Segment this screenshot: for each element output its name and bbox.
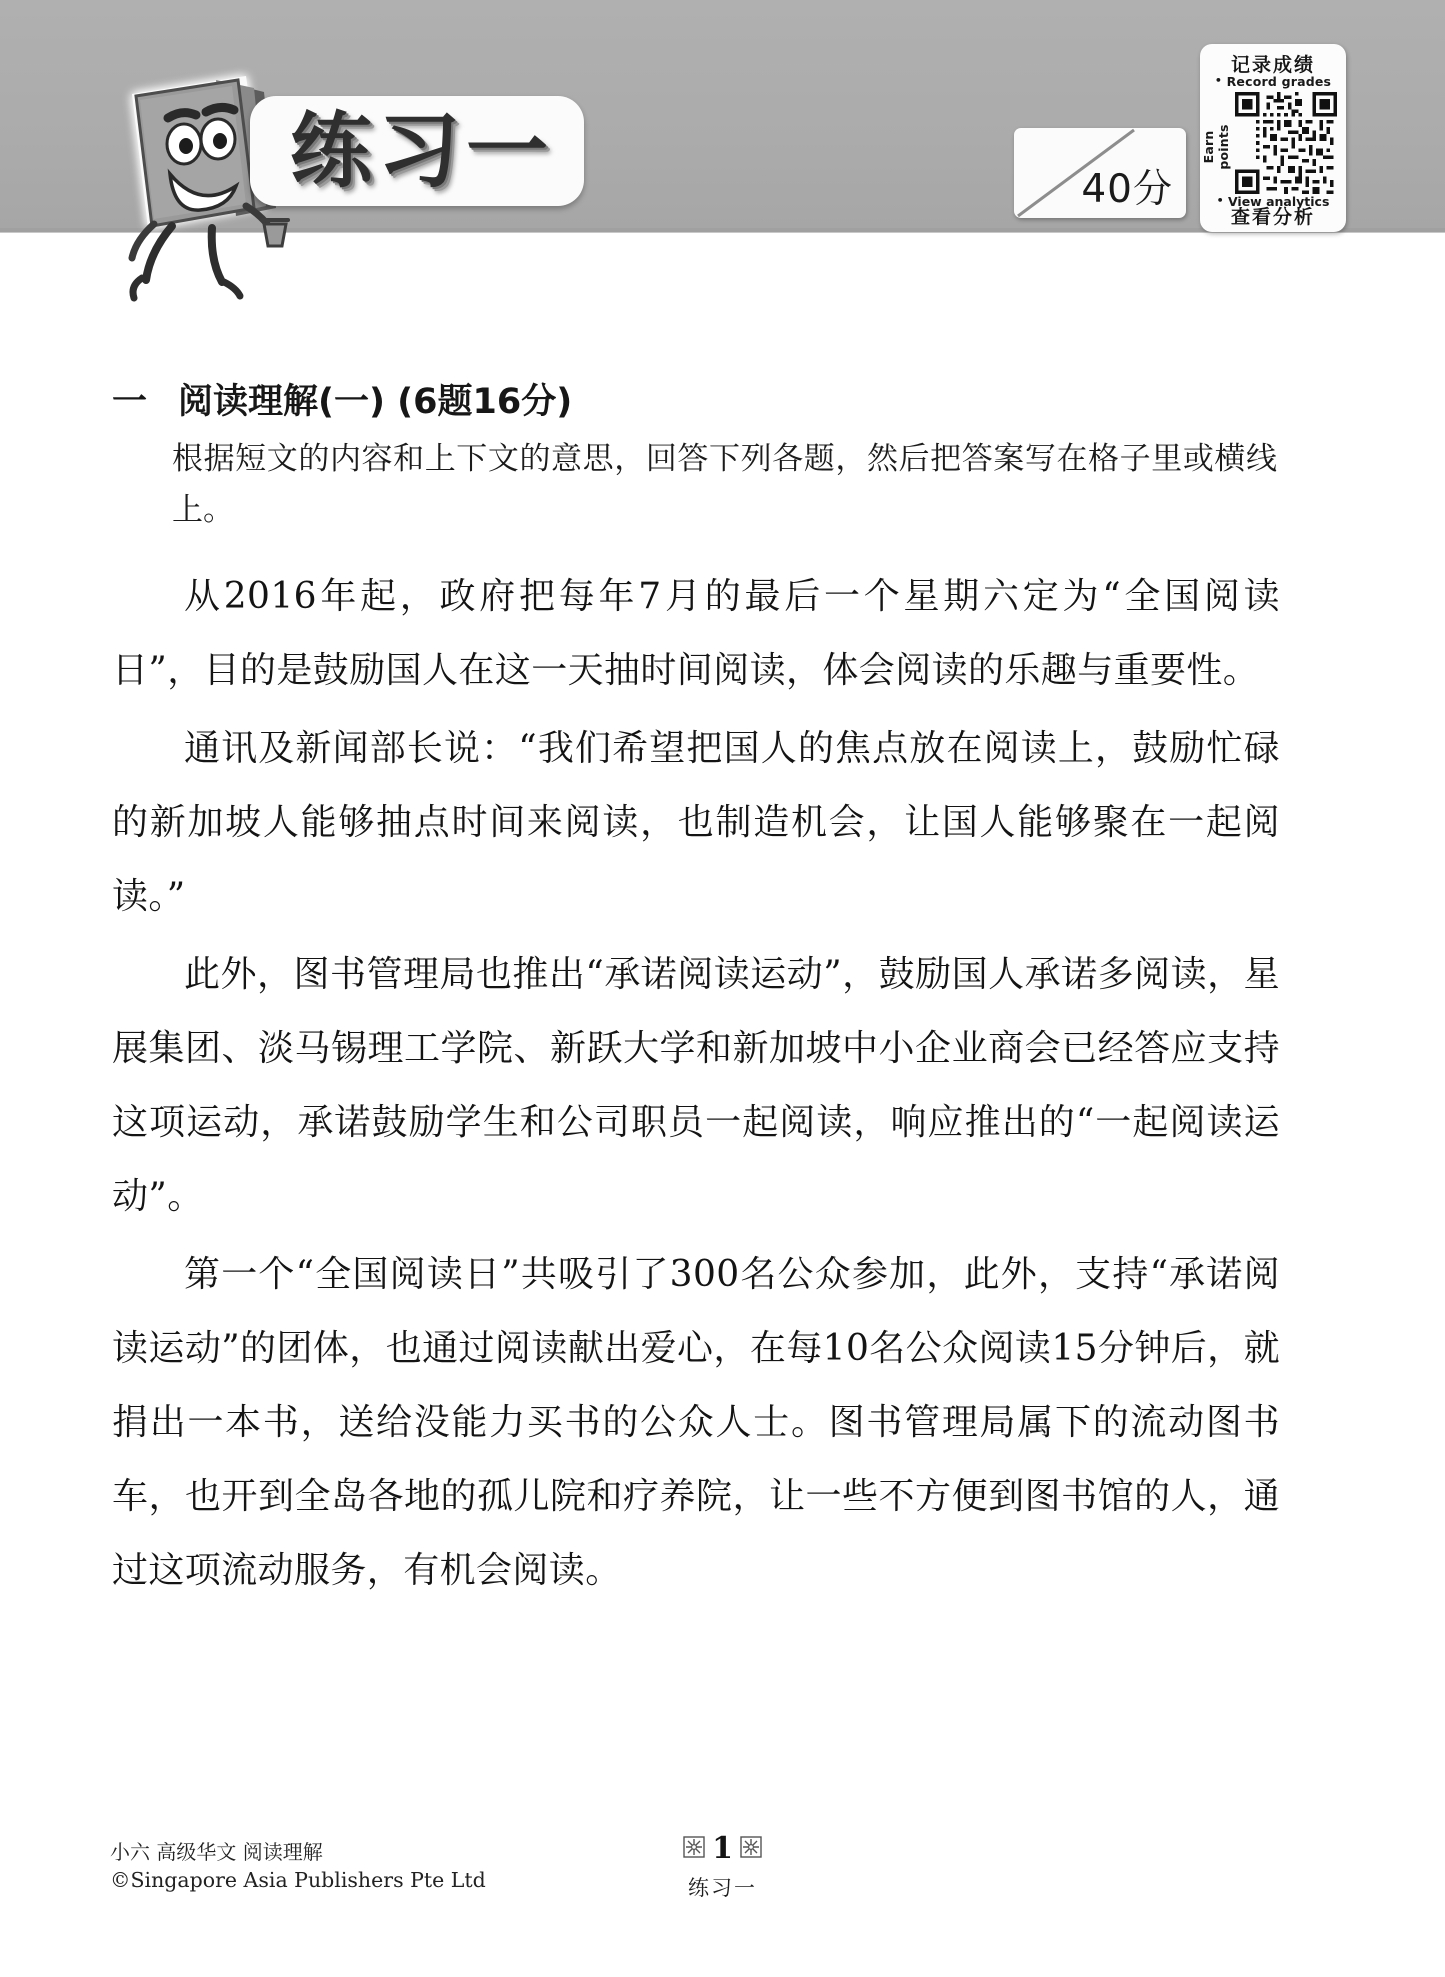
qr-record-card[interactable]	[1200, 44, 1346, 232]
passage-paragraph: 第一个“全国阅读日”共吸引了300名公众参加，此外，支持“承诺阅读运动”的团体，也通过阅读献出爱心，在每10名公众阅读15分钟后，就捐出一本书，送给没能力买书的公众人士。图书管理局属下的流动图书车，也开到全岛各地的孤儿院和疗养院，让一些不方便到图书馆的人，通过这项流动服务，有机会阅读。	[112, 1254, 1280, 1591]
qr-card-vertical-label: Earn points	[1201, 124, 1231, 170]
page-title: 练习一	[289, 104, 554, 199]
floral-ornament-icon-left	[683, 1836, 705, 1862]
score-box	[1014, 128, 1186, 218]
reading-passage	[112, 560, 1280, 1612]
qr-card-title-top: 记录成绩	[1230, 54, 1315, 76]
qr-card-title-bottom: 查看分析	[1230, 206, 1315, 228]
passage-paragraph: 通讯及新闻部长说：“我们希望把国人的焦点放在阅读上，鼓励忙碌的新加坡人能够抽点时间来阅读，也制造机会，让国人能够聚在一起阅读。”	[112, 728, 1280, 917]
page-number: 1	[712, 1831, 733, 1866]
qr-card-subtitle-top	[1200, 74, 1346, 89]
section-heading	[112, 374, 1212, 424]
footer-pagination	[0, 1831, 1445, 1902]
passage-paragraph: 从2016年起，政府把每年7月的最后一个星期六定为“全国阅读日”，目的是鼓励国人在这一天抽时间阅读，体会阅读的乐趣与重要性。	[112, 576, 1280, 691]
bullet-icon: •	[1214, 74, 1223, 87]
section-number: 一	[112, 382, 148, 422]
section-instruction: 根据短文的内容和上下文的意思，回答下列各题，然后把答案写在格子里或横线上。	[172, 441, 1277, 528]
qr-card-subtitle-top-text: Record grades	[1226, 74, 1332, 89]
qr-card-subtitle-bottom-text: View analytics	[1227, 194, 1330, 209]
floral-ornament-icon-right	[740, 1836, 762, 1862]
score-total: 40分	[1081, 167, 1173, 212]
bullet-icon-2: •	[1216, 194, 1224, 207]
section-title: 阅读理解(一) (6题16分)	[178, 382, 573, 422]
footer-exercise-label: 练习一	[688, 1876, 757, 1900]
footer-subject-line: 小六 高级华文 阅读理解	[110, 1840, 323, 1864]
passage-paragraph: 此外，图书管理局也推出“承诺阅读运动”，鼓励国人承诺多阅读，星展集团、淡马锡理工学院、新跃大学和新加坡中小企业商会已经答应支持这项运动，承诺鼓励学生和公司职员一起阅读，响应推出的“一起阅读运动”。	[112, 954, 1280, 1217]
footer-copyright: ©Singapore Asia Publishers Pte Ltd	[110, 1868, 486, 1892]
qr-code-icon[interactable]	[1235, 92, 1337, 194]
